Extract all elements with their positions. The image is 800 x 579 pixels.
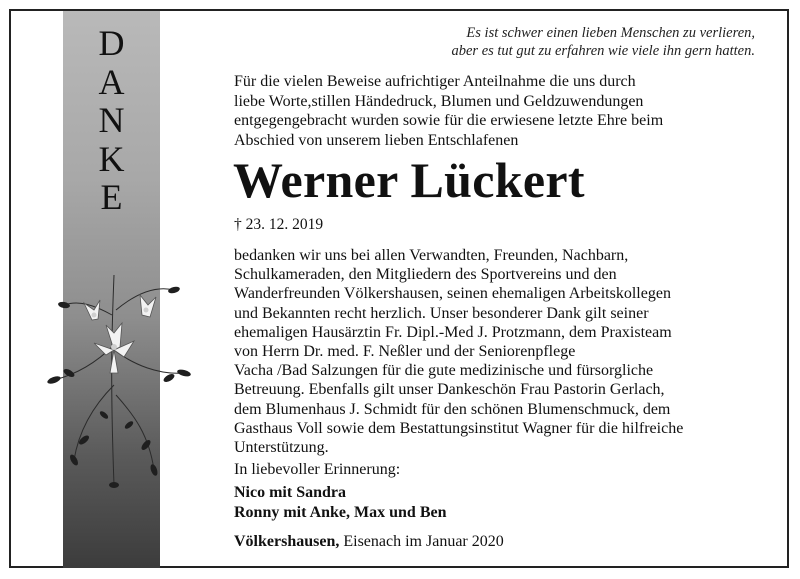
body-line: Wanderfreunden Völkershausen, seinen ehemaligen Arbeitskollegen xyxy=(234,285,671,303)
body-line: und Bekannten recht herzlich. Unser besonderer Dank gilt seiner xyxy=(234,304,649,322)
intro-line: liebe Worte,stillen Händedruck, Blumen und Geldzuwendungen xyxy=(234,92,644,110)
danke-letter: D xyxy=(98,23,125,63)
body-line: Betreuung. Ebenfalls gilt unser Dankeschön Frau Pastorin Gerlach, xyxy=(234,381,665,399)
memorial-quote xyxy=(451,24,755,60)
danke-letter: A xyxy=(98,61,125,102)
body-line: Schulkameraden, den Mitgliedern des Sportvereins und den xyxy=(234,266,617,284)
body-line: dem Blumenhaus J. Schmidt für den schönen Blumenschmuck, dem xyxy=(234,400,671,418)
intro-line: entgegengebracht wurden sowie für die erwiesene letzte Ehre beim xyxy=(234,112,664,129)
place-date: Eisenach im Januar 2020 xyxy=(339,533,504,550)
danke-vertical-title xyxy=(63,24,160,217)
intro-line: Für die vielen Beweise aufrichtiger Anteilnahme die uns durch xyxy=(234,73,636,90)
body-line: Gasthaus Voll sowie dem Bestattungsinstitut Wagner für die hilfreiche xyxy=(234,419,684,437)
danke-letter: N xyxy=(98,100,125,140)
body-line: Vacha /Bad Salzungen für die gute medizinische und fürsorgliche xyxy=(234,362,654,380)
place-date-line xyxy=(234,532,504,552)
thanks-paragraph xyxy=(234,246,794,457)
place-name: Völkershausen, xyxy=(234,533,340,550)
danke-letter: K xyxy=(98,138,125,179)
body-line: bedanken wir uns bei allen Verwandten, Freunden, Nachbarn, xyxy=(234,247,629,264)
signer-line: Nico mit Sandra xyxy=(234,484,346,501)
memory-heading: In liebevoller Erinnerung: xyxy=(234,461,401,478)
body-line: von Herrn Dr. med. F. Neßler und der Seniorenpflege xyxy=(234,343,576,361)
quote-line: aber es tut gut zu erfahren wie viele ihn gern hatten. xyxy=(451,43,755,59)
intro-paragraph xyxy=(234,72,774,150)
deceased-name: Werner Lückert xyxy=(233,152,585,208)
signers-list xyxy=(234,483,447,522)
quote-line: Es ist schwer einen lieben Menschen zu verlieren, xyxy=(466,25,755,41)
danke-letter: E xyxy=(100,177,123,217)
death-date: † 23. 12. 2019 xyxy=(234,216,324,233)
flower-bouquet-icon xyxy=(34,255,194,505)
body-line: Unterstützung. xyxy=(234,439,329,457)
signer-line: Ronny mit Anke, Max und Ben xyxy=(234,503,447,521)
intro-line: Abschied von unserem lieben Entschlafenen xyxy=(234,131,519,149)
body-line: ehemaligen Hausärztin Fr. Dipl.-Med J. Protzmann, dem Praxisteam xyxy=(234,323,672,341)
